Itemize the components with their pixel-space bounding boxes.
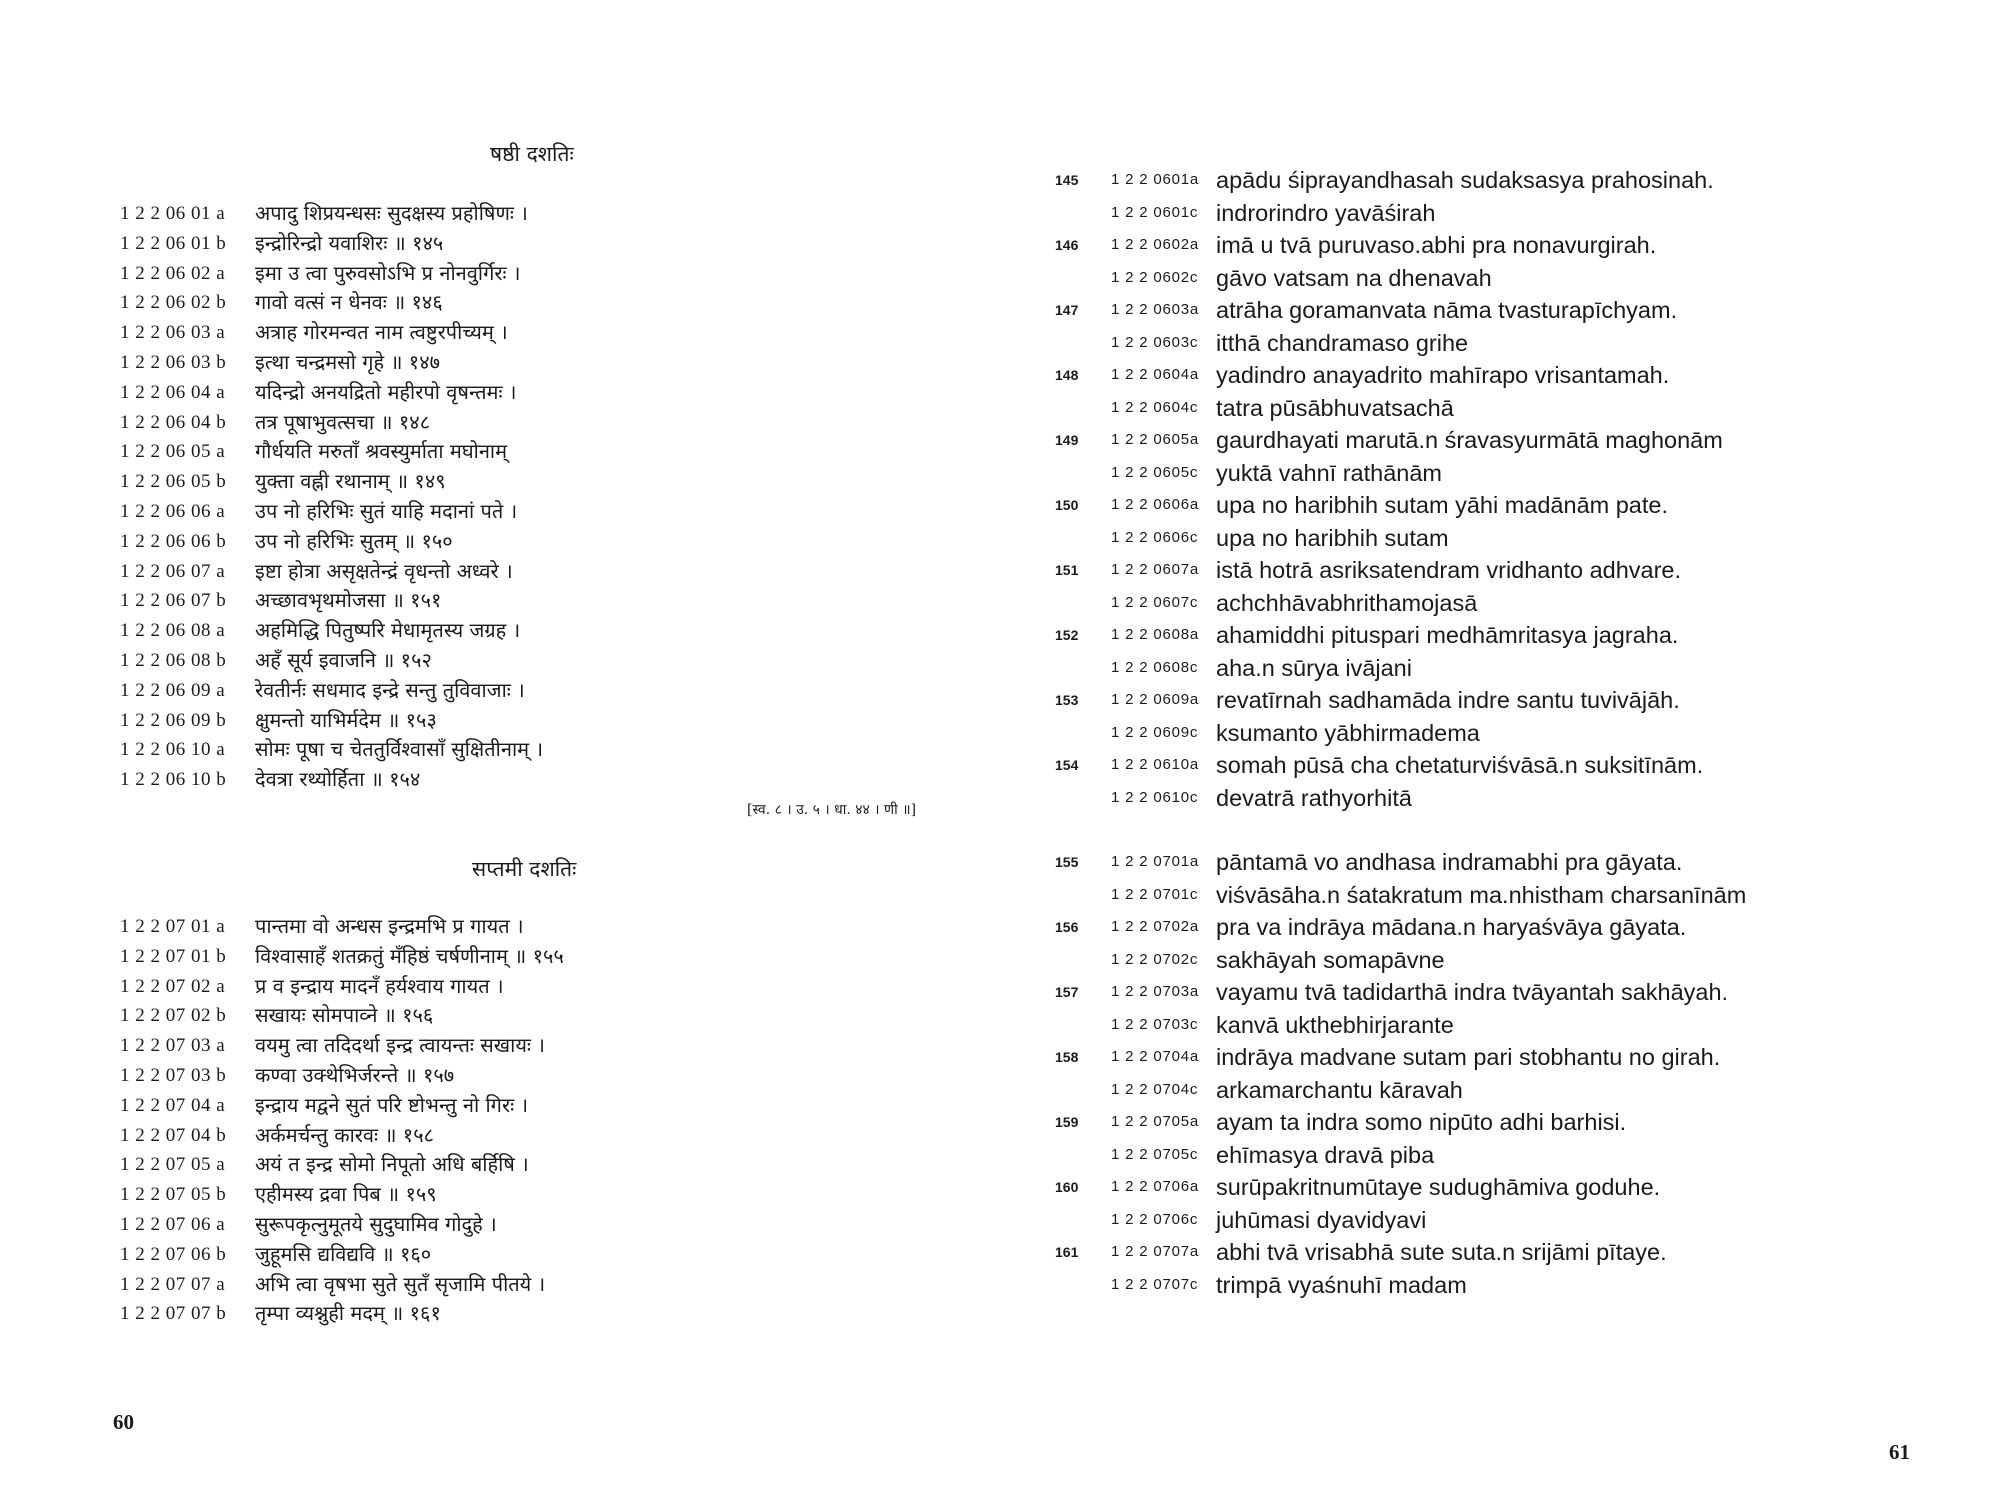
transliteration-line [1055,359,1723,392]
verse-code: 1 2 2 0602c [1111,268,1199,286]
verse-text: अपादु शिप्रयन्धसः सुदक्षस्य प्रहोषिणः । [255,201,528,225]
verse-code: 1 2 2 0601a [1111,171,1200,188]
verse-line [120,1001,564,1031]
verse-text: क्षुमन्तो याभिर्मदेम ॥ १५३ [255,707,437,732]
verse-code: 1 2 2 0608c [1111,658,1199,676]
verse-code: 1 2 2 06 06 b [120,530,227,552]
verse-text: इन्द्राय मद्वने सुतं परि ष्टोभन्तु नो गिरः । [255,1092,529,1117]
verse-text: इष्टा होत्रा असृक्षतेन्द्रं वृधन्तो अध्वरे । [255,558,513,583]
transliteration-line [1055,457,1723,490]
verse-number: 159 [1055,1114,1079,1130]
section-title-seventh: सप्तमी दशतिः [472,857,577,881]
verse-text: abhi tvā vrisabhā sute suta.n srijāmi pītaye. [1216,1239,1667,1265]
verse-text: pāntamā vo andhasa indramabhi pra gāyata. [1216,849,1683,875]
verse-line [120,497,543,527]
verse-code: 1 2 2 06 01 a [120,203,226,224]
transliteration-line [1055,846,1746,879]
verse-code: 1 2 2 0704a [1111,1048,1200,1065]
verse-number: 158 [1055,1049,1079,1065]
verse-number: 157 [1055,984,1079,1000]
verse-text: अभि त्वा वृषभा सुते सुतँ सृजामि पीतये । [255,1271,546,1296]
verse-code: 1 2 2 0603a [1111,301,1200,318]
right-page [1000,0,2000,1500]
verse-line [120,735,543,765]
transliteration-line [1055,294,1723,327]
verse-code: 1 2 2 0607c [1111,593,1199,611]
verse-text: जुहूमसि द्यविद्यवि ॥ १६० [255,1241,432,1266]
verse-code: 1 2 2 06 10 b [120,769,227,791]
verse-text: surūpakritnumūtaye sudughāmiva goduhe. [1216,1174,1661,1200]
verse-line [120,1299,564,1329]
transliteration-line [1055,911,1746,944]
verse-number: 156 [1055,919,1079,935]
transliteration-line [1055,652,1723,685]
verse-text: एहीमस्य द्रवा पिब ॥ १५९ [255,1182,437,1207]
transliteration-line [1055,327,1723,360]
verse-code: 1 2 2 0605a [1111,431,1200,448]
transliteration-line [1055,619,1723,652]
verse-text: पान्तमा वो अन्धस इन्द्रमभि प्र गायत । [255,914,524,938]
verse-code: 1 2 2 06 04 a [120,381,226,403]
verse-number: 145 [1055,172,1079,188]
verse-code: 1 2 2 0705c [1111,1145,1199,1163]
verse-text: vayamu tvā tadidarthā indra tvāyantah sakhāyah. [1216,979,1729,1005]
verse-code: 1 2 2 0603c [1111,333,1199,351]
verse-code: 1 2 2 07 01 a [120,916,226,937]
verse-line [120,259,543,289]
verse-text: upa no haribhih sutam yāhi madānām pate. [1216,492,1669,518]
verse-text: यदिन्द्रो अनयद्रितो महीरपो वृषन्तमः । [255,379,517,404]
verse-line [120,1240,564,1270]
verse-code: 1 2 2 06 08 b [120,649,227,671]
verse-line [120,646,543,676]
verse-number: 155 [1055,854,1079,870]
verse-code: 1 2 2 06 07 a [120,560,226,582]
verse-text: सोमः पूषा च चेततुर्विश्वासाँ सुक्षितीनाम् । [255,737,544,762]
verse-text: प्र व इन्द्राय मादनँ हर्यश्वाय गायत । [255,973,504,998]
verse-text: achchhāvabhrithamojasā [1216,589,1478,616]
verse-line [120,318,543,348]
verse-text: gāvo vatsam na dhenavah [1216,264,1492,291]
verse-text: yadindro anayadrito mahīrapo vrisantamah. [1216,362,1670,388]
verse-code: 1 2 2 0606a [1111,496,1200,513]
verse-line [120,1121,564,1151]
verse-text: ehīmasya dravā piba [1216,1141,1435,1168]
verse-text: उप नो हरिभिः सुतं याहि मदानां पते । [255,498,518,523]
verse-line [120,586,543,616]
page-number: 60 [113,1410,134,1434]
transliteration-line [1055,392,1723,425]
verse-line [120,199,543,229]
verse-text: gaurdhayati marutā.n śravasyurmātā maghonām [1216,427,1723,453]
verse-code: 1 2 2 0705a [1111,1113,1200,1130]
transliteration-line [1055,1106,1746,1139]
verse-code: 1 2 2 06 04 b [120,411,227,433]
verse-line [120,288,543,318]
transliteration-line [1055,976,1746,1009]
verse-number: 160 [1055,1179,1079,1195]
verse-text: atrāha goramanvata nāma tvasturapīchyam. [1216,297,1678,323]
verse-text: अहँ सूर्य इवाजनि ॥ १५२ [255,647,432,672]
verse-code: 1 2 2 06 07 b [120,590,227,612]
transliteration-list-sixth [1055,164,1723,814]
verse-text: indrorindro yavāśirah [1216,199,1436,226]
verse-line [120,378,543,408]
colophon: [स्व. ८ । उ. ५ । धा. ४४ । णी ॥] [747,802,917,818]
verse-line [120,972,564,1002]
verse-line [120,765,543,795]
verse-line [120,1061,564,1091]
verse-code: 1 2 2 06 03 b [120,351,227,373]
verse-line [120,229,543,259]
verse-text: अत्राह गोरमन्वत नाम त्वष्टुरपीच्यम् । [255,320,508,345]
verse-number: 148 [1055,367,1079,383]
verse-code: 1 2 2 0701c [1111,885,1199,903]
verse-code: 1 2 2 07 05 b [120,1184,227,1206]
transliteration-line [1055,262,1723,295]
verse-text: अहमिद्धि पितुष्परि मेधामृतस्य जग्रह । [255,618,521,643]
transliteration-line [1055,197,1723,230]
verse-code: 1 2 2 07 04 a [120,1094,226,1116]
verse-text: devatrā rathyorhitā [1216,784,1412,811]
transliteration-line [1055,717,1723,750]
verse-text: itthā chandramaso grihe [1216,329,1469,356]
verse-code: 1 2 2 06 01 b [120,232,227,254]
verse-code: 1 2 2 07 07 a [120,1273,226,1295]
verse-code: 1 2 2 07 07 b [120,1303,227,1325]
verse-text: विश्वासाहँ शतक्रतुं मँहिष्ठं चर्षणीनाम् ॥ १५५ [255,943,564,968]
verse-code: 1 2 2 0703a [1111,983,1200,1000]
verse-text: ksumanto yābhirmadema [1216,719,1480,746]
verse-line [120,1180,564,1210]
verse-text: गौर्धयति मरुताँ श्रवस्युर्माता मघोनाम् [255,439,508,464]
verse-number: 154 [1055,757,1079,773]
verse-number: 161 [1055,1244,1079,1260]
verse-text: tatra pūsābhuvatsachā [1216,394,1454,421]
verse-text: सखायः सोमपाव्ने ॥ १५६ [255,1003,434,1028]
verse-code: 1 2 2 0707c [1111,1275,1199,1293]
verse-code: 1 2 2 0604c [1111,398,1199,416]
verse-code: 1 2 2 0704c [1111,1080,1199,1098]
verse-text: pra va indrāya mādana.n haryaśvāya gāyata. [1216,914,1687,940]
verse-line [120,706,543,736]
verse-number: 150 [1055,497,1079,513]
transliteration-line [1055,489,1723,522]
transliteration-line [1055,229,1723,262]
verse-code: 1 2 2 07 06 b [120,1243,227,1265]
transliteration-line [1055,1204,1746,1237]
verse-text: अयं त इन्द्र सोमो निपूतो अधि बर्हिषि । [255,1152,529,1177]
verse-code: 1 2 2 0706c [1111,1210,1199,1228]
verse-line [120,912,564,942]
verse-code: 1 2 2 0605c [1111,463,1199,481]
verse-line [120,348,543,378]
verse-code: 1 2 2 0607a [1111,561,1200,578]
verse-code: 1 2 2 06 02 a [120,262,226,284]
verse-text: तत्र पूषाभुवत्सचा ॥ १४८ [255,409,431,434]
verse-text: गावो वत्सं न धेनवः ॥ १४६ [255,290,443,315]
verse-code: 1 2 2 0706a [1111,1178,1200,1195]
transliteration-line [1055,782,1723,815]
verse-text: देवत्रा रथ्योर्हिता ॥ १५४ [255,767,421,792]
verse-line [120,616,543,646]
verse-text: trimpā vyaśnuhī madam [1216,1271,1467,1298]
verse-text: अच्छावभृथमोजसा ॥ १५१ [255,588,442,613]
verse-code: 1 2 2 0702c [1111,950,1199,968]
verse-text: ayam ta indra somo nipūto adhi barhisi. [1216,1109,1627,1135]
verse-code: 1 2 2 06 05 a [120,441,226,463]
verse-text: aha.n sūrya ivājani [1216,654,1412,681]
verse-line [120,557,543,587]
section-title-sixth: षष्ठी दशतिः [490,142,574,166]
transliteration-line [1055,554,1723,587]
verse-number: 153 [1055,692,1079,708]
verse-code: 1 2 2 07 03 b [120,1064,227,1086]
transliteration-line [1055,424,1723,457]
verse-line [120,676,543,706]
verse-code: 1 2 2 06 09 b [120,709,227,731]
verse-text: इन्द्रोरिन्द्रो यवाशिरः ॥ १४५ [255,230,444,255]
verse-code: 1 2 2 06 06 a [120,500,226,522]
verse-text: sakhāyah somapāvne [1216,946,1445,973]
verse-code: 1 2 2 0609a [1111,691,1200,708]
verse-line [120,1091,564,1121]
verse-number: 151 [1055,562,1079,578]
verse-text: इत्था चन्द्रमसो गृहे ॥ १४७ [255,349,441,374]
verse-code: 1 2 2 07 02 a [120,975,226,997]
sanskrit-verse-list-sixth [120,199,543,795]
transliteration-line [1055,1074,1746,1107]
verse-line [120,1270,564,1300]
transliteration-line [1055,1041,1746,1074]
transliteration-line [1055,1171,1746,1204]
transliteration-line [1055,587,1723,620]
verse-text: ahamiddhi pituspari medhāmritasya jagraha. [1216,622,1679,648]
verse-text: istā hotrā asriksatendram vridhanto adhvare. [1216,557,1682,583]
verse-text: इमा उ त्वा पुरुवसोऽभि प्र नोनवुर्गिरः । [255,260,521,285]
transliteration-line [1055,1009,1746,1042]
verse-text: apādu śiprayandhasah sudaksasya prahosinah. [1216,167,1714,193]
page-number: 61 [1889,1440,1910,1464]
verse-number: 152 [1055,627,1079,643]
verse-code: 1 2 2 0610c [1111,788,1199,806]
verse-text: kanvā ukthebhirjarante [1216,1011,1454,1038]
verse-code: 1 2 2 0703c [1111,1015,1199,1033]
verse-text: juhūmasi dyavidyavi [1216,1206,1427,1233]
sanskrit-verse-list-seventh [120,912,564,1329]
verse-text: revatīrnah sadhamāda indre santu tuvivājāh. [1216,687,1680,713]
transliteration-line [1055,164,1723,197]
verse-code: 1 2 2 0602a [1111,236,1200,253]
verse-code: 1 2 2 06 03 a [120,322,226,344]
verse-text: arkamarchantu kāravah [1216,1076,1463,1103]
verse-code: 1 2 2 0702a [1111,918,1200,935]
verse-line [120,408,543,438]
transliteration-line [1055,684,1723,717]
verse-code: 1 2 2 07 05 a [120,1154,226,1176]
verse-text: तृम्पा व्यश्नुही मदम् ॥ १६१ [255,1301,441,1326]
transliteration-line [1055,749,1723,782]
verse-text: yuktā vahnī rathānām [1216,459,1442,486]
verse-text: imā u tvā puruvaso.abhi pra nonavurgirah. [1216,232,1657,258]
verse-code: 1 2 2 07 01 b [120,945,227,967]
verse-line [120,1031,564,1061]
verse-code: 1 2 2 0609c [1111,723,1199,741]
transliteration-line [1055,879,1746,912]
verse-code: 1 2 2 0606c [1111,528,1199,546]
verse-line [120,1150,564,1180]
verse-text: रेवतीर्नः सधमाद इन्द्रे सन्तु तुविवाजाः । [255,677,525,702]
verse-text: viśvāsāha.n śatakratum ma.nhistham charsanīnām [1216,881,1747,908]
transliteration-line [1055,944,1746,977]
verse-code: 1 2 2 0610a [1111,756,1200,773]
verse-code: 1 2 2 06 09 a [120,679,226,701]
verse-code: 1 2 2 07 04 b [120,1124,227,1146]
verse-number: 149 [1055,432,1079,448]
verse-text: upa no haribhih sutam [1216,524,1449,551]
transliteration-line [1055,1269,1746,1302]
verse-code: 1 2 2 0608a [1111,626,1200,643]
verse-text: indrāya madvane sutam pari stobhantu no girah. [1216,1044,1721,1070]
verse-text: कण्वा उक्थेभिर्जरन्ते ॥ १५७ [255,1062,455,1087]
verse-code: 1 2 2 0701a [1111,853,1200,870]
verse-line [120,1210,564,1240]
transliteration-line [1055,522,1723,555]
verse-line [120,942,564,972]
verse-code: 1 2 2 06 02 b [120,292,227,314]
verse-line [120,467,543,497]
verse-text: युक्ता वह्नी रथानाम् ॥ १४९ [255,469,446,494]
verse-code: 1 2 2 07 03 a [120,1035,226,1057]
verse-text: somah pūsā cha chetaturviśvāsā.n suksitīnām. [1216,752,1704,778]
verse-code: 1 2 2 07 02 b [120,1005,227,1027]
verse-number: 146 [1055,237,1079,253]
verse-code: 1 2 2 0601c [1111,203,1199,221]
verse-line [120,527,543,557]
transliteration-line [1055,1236,1746,1269]
verse-code: 1 2 2 06 08 a [120,620,226,642]
verse-text: सुरूपकृत्नुमूतये सुदुघामिव गोदुहे । [255,1211,497,1236]
verse-code: 1 2 2 06 10 a [120,739,226,761]
transliteration-list-seventh [1055,846,1746,1301]
verse-number: 147 [1055,302,1079,318]
verse-text: वयमु त्वा तदिदर्था इन्द्र त्वायन्तः सखायः । [255,1033,545,1058]
verse-line [120,437,543,467]
verse-code: 1 2 2 07 06 a [120,1213,226,1235]
verse-code: 1 2 2 0604a [1111,366,1200,383]
verse-text: अर्कमर्चन्तु कारवः ॥ १५८ [255,1122,434,1147]
transliteration-line [1055,1139,1746,1172]
verse-text: उप नो हरिभिः सुतम् ॥ १५० [255,528,453,553]
verse-code: 1 2 2 06 05 b [120,471,227,493]
verse-code: 1 2 2 0707a [1111,1243,1200,1260]
